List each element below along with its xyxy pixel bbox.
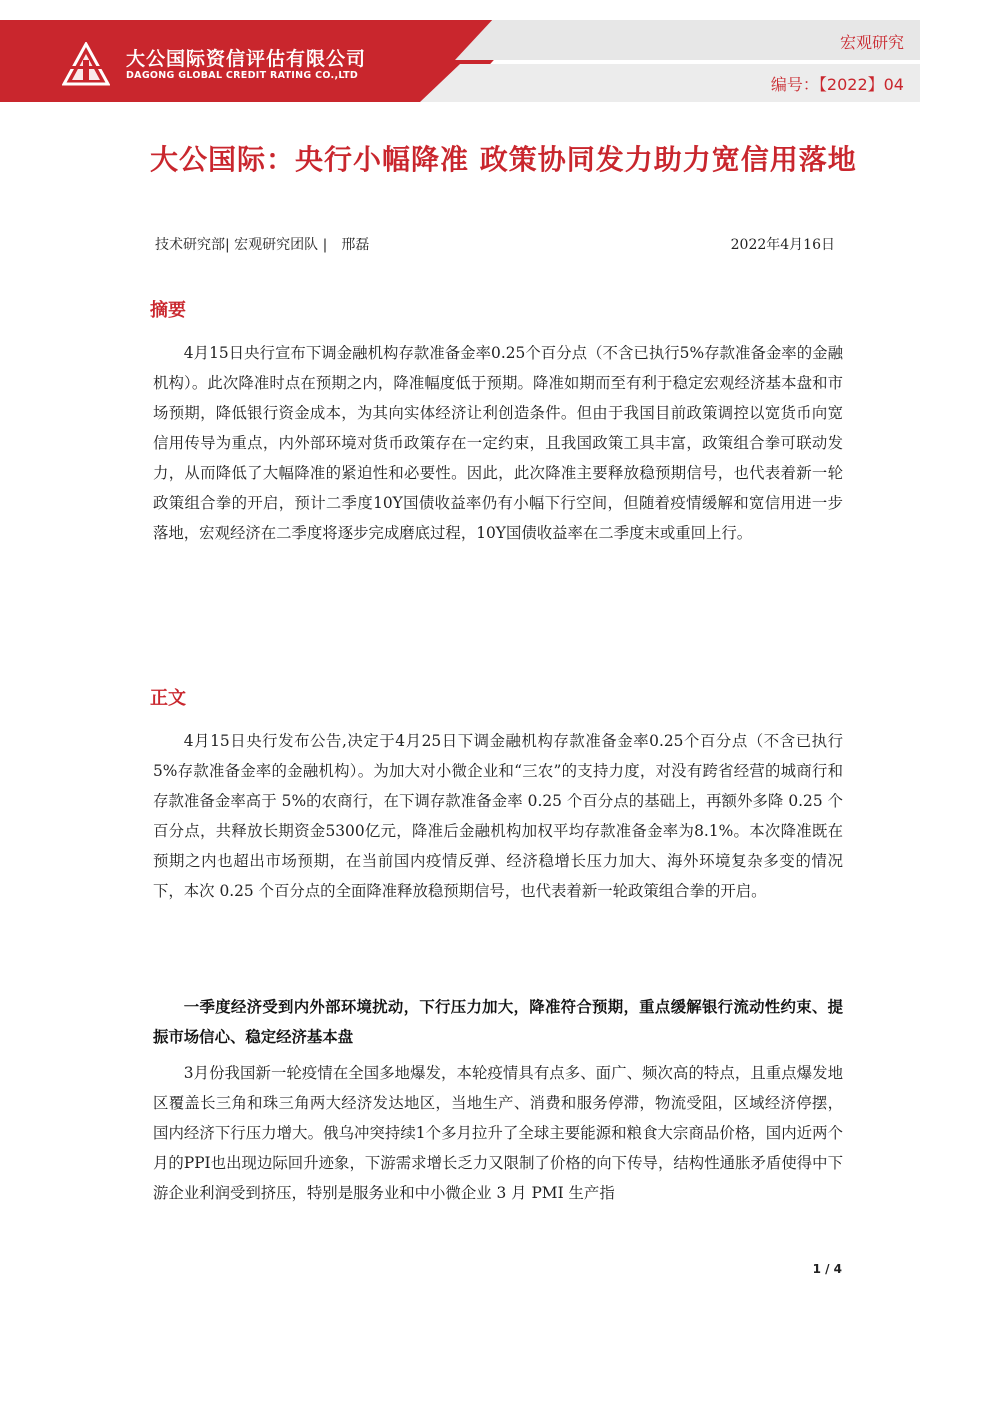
abstract-heading: 摘要	[150, 300, 186, 321]
byline	[155, 234, 835, 254]
body-heading: 正文	[150, 688, 186, 709]
report-category: 宏观研究	[839, 33, 904, 52]
dagong-logo-icon	[62, 42, 110, 86]
report-header	[0, 0, 992, 110]
company-name-cn: 大公国际资信评估有限公司	[126, 48, 367, 70]
publish-date: 2022年4月16日	[730, 237, 835, 253]
company-name-en: DAGONG GLOBAL CREDIT RATING CO.,LTD	[126, 70, 359, 81]
document-number: 编号：【2022】04	[770, 75, 904, 94]
authors: 技术研究部| 宏观研究团队 | 邢磊	[155, 237, 370, 253]
report-title: 大公国际：央行小幅降准 政策协同发力助力宽信用落地	[150, 143, 857, 176]
abstract-paragraph: 4月15日央行宣布下调金融机构存款准备金率0.25个百分点（不含已执行5%存款准备金率的金融机构）。此次降准时点在预期之内，降准幅度低于预期。降准如期而至有利于稳定宏观经济基本盘和市场预期，降低银行资金成本，为其向实体经济让利创造条件。但由于我国目前政策调控以宽货币向宽信用传导为重点，内外部环境对货币政策存在一定约束，且我国政策工具丰富，政策组合拳可联动发力，从而降低了大幅降准的紧迫性和必要性。因此，此次降准主要释放稳预期信号，也代表着新一轮政策组合拳的开启，预计二季度10Y国债收益率仍有小幅下行空间，但随着疫情缓解和宽信用进一步落地，宏观经济在二季度将逐步完成磨底过程，10Y国债收益率在二季度末或重回上行。	[153, 344, 843, 542]
body-paragraph-1: 4月15日央行发布公告,决定于4月25日下调金融机构存款准备金率0.25个百分点（不含已执行5%存款准备金率的金融机构）。为加大对小微企业和“三农”的支持力度，对没有跨省经营的城商行和存款准备金率高于 5%的农商行，在下调存款准备金率 0.25 个百分点的基础上，再额外多降 0.25 个百分点，共释放长期资金5300亿元，降准后金融机构加权平均存款准备金率为8.1%。本次降准既在预期之内也超出市场预期，在当前国内疫情反弹、经济稳增长压力加大、海外环境复杂多变的情况下，本次 0.25 个百分点的全面降准释放稳预期信号，也代表着新一轮政策组合拳的开启。	[153, 732, 843, 900]
body-paragraph-2: 3月份我国新一轮疫情在全国多地爆发，本轮疫情具有点多、面广、频次高的特点，且重点爆发地区覆盖长三角和珠三角两大经济发达地区，当地生产、消费和服务停滞，物流受阻，区域经济停摆，国内经济下行压力增大。俄乌冲突持续1个多月拉升了全球主要能源和粮食大宗商品价格，国内近两个月的PPI也出现边际回升迹象，下游需求增长乏力又限制了价格的向下传导，结构性通胀矛盾使得中下游企业利润受到挤压，特别是服务业和中小微企业 3 月 PMI 生产指	[153, 1064, 843, 1202]
body-subheading: 一季度经济受到内外部环境扰动，下行压力加大，降准符合预期，重点缓解银行流动性约束、提振市场信心、稳定经济基本盘	[153, 998, 843, 1046]
page-number: 1 / 4	[812, 1262, 842, 1276]
